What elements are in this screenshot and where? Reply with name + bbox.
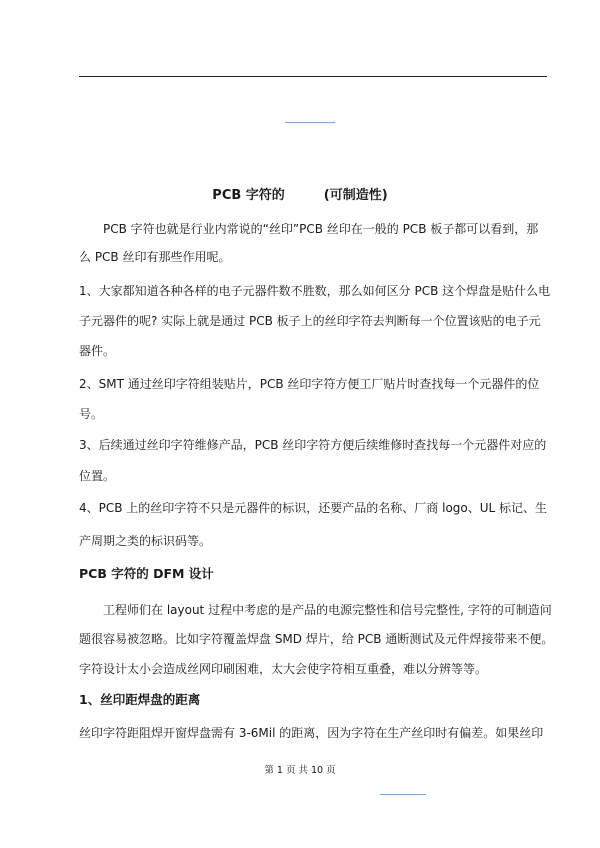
intro-line-1: PCB 字符也就是行业内常说的“丝印”PCB 丝印在一般的 PCB 板子都可以看到，那: [103, 222, 539, 236]
page-footer: 第 1 页 共 10 页: [264, 765, 336, 776]
header-rule: [79, 76, 547, 77]
footer-link-mark: [380, 794, 426, 795]
item1-line-3: 器件。: [79, 344, 116, 358]
item3-line-2: 位置。: [79, 469, 116, 483]
item2-line-2: 号。: [79, 407, 104, 421]
item1-line-2: 子元器件的呢? 实际上就是通过 PCB 板子上的丝印字符去判断每一个位置该贴的电子元: [79, 314, 541, 328]
item4-line-2: 产周期之类的标识码等。: [79, 534, 212, 548]
dfm-line-3: 字符设计太小会造成丝网印刷困难，太大会使字符相互重叠，难以分辨等等。: [79, 662, 488, 676]
header-link-mark: [285, 122, 335, 123]
item3-line-1: 3、后续通过丝印字符维修产品，PCB 丝印字符方便后续维修时查找每一个元器件对应的: [79, 438, 547, 452]
item1-line-1: 1、大家都知道各种各样的电子元器件数不胜数，那么如何区分 PCB 这个焊盘是贴什么电: [79, 284, 551, 298]
dfm-line-2: 题很容易被忽略。比如字符覆盖焊盘 SMD 焊片，给 PCB 通断测试及元件焊接带来不便。: [79, 632, 554, 646]
intro-line-2: 么 PCB 丝印有那些作用呢。: [79, 250, 231, 264]
dfm-line-1: 工程师们在 layout 过程中考虑的是产品的电源完整性和信号完整性, 字符的可制造问: [103, 603, 552, 617]
item4-line-1: 4、PCB 上的丝印字符不只是元器件的标识，还要产品的名称、厂商 logo、UL 标记、生: [79, 501, 548, 515]
page-title: PCB 字符的 (可制造性): [212, 188, 388, 203]
item2-line-1: 2、SMT 通过丝印字符组装贴片，PCB 丝印字符方便工厂贴片时查找每一个元器件的位: [79, 377, 540, 391]
body-last-line: 丝印字符距阻焊开窗焊盘需有 3-6Mil 的距离，因为字符在生产丝印时有偏差。如果丝印: [79, 726, 544, 740]
subheading-silkscreen-distance: 1、丝印距焊盘的距离: [79, 692, 201, 707]
section-heading-dfm: PCB 字符的 DFM 设计: [79, 566, 214, 581]
